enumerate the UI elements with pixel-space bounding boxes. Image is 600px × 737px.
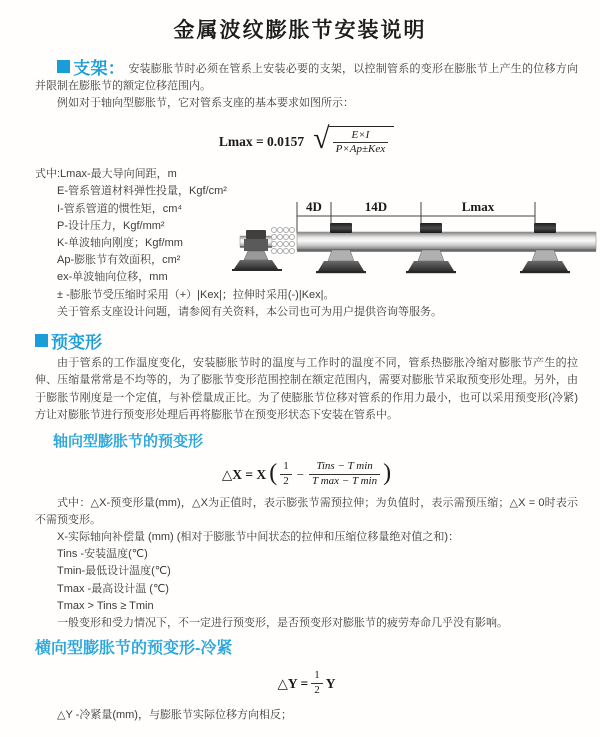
half-denominator: 2 <box>314 684 320 697</box>
dimension-label-lmax: Lmax <box>461 199 495 215</box>
axial-formula <box>35 460 578 489</box>
half-numerator: 1 <box>280 460 292 475</box>
minus-sign: − <box>296 466 305 482</box>
lmax-formula-denominator: P×Ap±Kex <box>335 143 386 156</box>
sqrt-radicand <box>329 126 395 158</box>
temp-line: Tmax -最高设计温 (℃) <box>57 582 169 595</box>
lateral-subheading: 横向型膨胀节的预变形-冷紧 <box>35 640 233 658</box>
half-fraction <box>311 669 323 698</box>
definition-line: K-单波轴向刚度；Kgf/mm <box>57 236 183 249</box>
definition-line: P-设计压力，Kgf/mm² <box>57 219 165 232</box>
axial-subheading: 轴向型膨胀节的预变形 <box>53 432 204 450</box>
axial-note: 一般变形和受力情况下，不一定进行预变形，是否预变形对膨胀节的疲劳寿命几乎没有影响。 <box>57 617 508 630</box>
support-note: 关于管系支座设计问题，请参阅有关资料，本公司也可为用户提供咨询等服务。 <box>57 305 442 318</box>
lmax-formula-numerator: E×I <box>333 129 389 144</box>
lateral-formula-rhs: Y <box>325 676 336 692</box>
predeform-body: 由于管系的工作温度变化，安装膨胀节时的温度与工作时的温度不同，管系热膨胀冷缩对膨胀节产生的拉伸、压缩量常常是不均等的，为了膨胀节变形范围控制在额定范围内，需要对膨胀节采取预变形处理。另外，由于膨胀节刚度是一个定值，与补偿量成正比。为了使膨胀节位移对管系的作用力最小，也可以采用预变形(冷紧)方让对膨胀节进行预变形处理后再将膨胀节在预变形状态下安装在管系中。 <box>35 357 578 421</box>
support-example-text: 例如对于轴向型膨胀节，它对管系支座的基本要求如图所示： <box>57 97 354 110</box>
section-bullet-icon <box>57 60 70 73</box>
predeform-section-heading <box>35 334 578 352</box>
lmax-formula-lhs: Lmax = 0.0157 <box>218 133 305 149</box>
sqrt-symbol: √ <box>313 122 330 156</box>
lateral-formula-lhs: △Y = <box>277 676 309 692</box>
half-fraction <box>280 460 292 489</box>
document-content <box>0 60 600 724</box>
temp-line: Tmax > Tins ≥ Tmin <box>57 599 154 612</box>
section-bullet-icon <box>35 334 48 347</box>
pipe-support-diagram <box>232 196 600 291</box>
lmax-formula <box>35 122 578 158</box>
bellows-section <box>272 228 295 254</box>
axial-explain: 式中：△X-预变形量(mm)，△X为正值时，表示膨张节需预拉伸；为负值时，表示需预压缩；△X = 0时表示不需预变形。 <box>35 496 578 526</box>
definition-line: 式中:Lmax-最大导向间距，m <box>35 168 177 181</box>
lateral-note: △Y -冷紧量(mm)，与膨胀节实际位移方向相反； <box>57 708 292 721</box>
temp-line: Tins -安装温度(℃) <box>57 548 148 561</box>
temp-denominator: T max − T min <box>312 474 378 487</box>
definition-line: I-管系管道的惯性矩，cm⁴ <box>57 202 183 215</box>
half-denominator: 2 <box>283 474 289 487</box>
definition-line: Ap-膨胀节有效面积，cm² <box>57 254 181 267</box>
definitions-and-diagram <box>35 166 578 304</box>
axial-formula-lhs: △X = X <box>221 466 267 482</box>
definition-line: ex-单波轴向位移，mm <box>57 271 168 284</box>
page-title: 金属波纹膨胀节安装说明 <box>173 19 427 42</box>
close-paren: ) <box>383 460 392 487</box>
predeform-heading-text: 预变形 <box>51 332 102 352</box>
lateral-formula <box>35 669 578 698</box>
axial-x-definition: X-实际轴向补偿量 (mm) (相对于膨胀节中间状态的拉伸和压缩位移量绝对值之和)： <box>57 531 460 544</box>
lmax-fraction <box>333 129 389 158</box>
temp-numerator: Tins − T min <box>309 460 380 475</box>
definition-line: ± -膨胀节受压缩时采用（+）|Kex|；拉伸时采用(-)|Kex|。 <box>57 288 335 301</box>
main-pipe <box>297 232 596 252</box>
support-intro-text: 安装膨胀节时必须在管系上安装必要的支架，以控制管系的变形在膨胀节上产生的位移方向并限制在膨胀节的额定位移范围内。 <box>35 63 579 93</box>
dimension-label-4d: 4D <box>306 199 322 215</box>
open-paren: ( <box>269 460 278 487</box>
definition-line: E-管系管道材料弹性投量，Kgf/cm² <box>57 185 227 198</box>
dimension-label-14d: 14D <box>364 199 388 215</box>
support-intro-paragraph <box>35 60 578 95</box>
half-numerator: 1 <box>311 669 323 684</box>
support-section-heading: 支架： <box>73 59 125 78</box>
temp-line: Tmin-最低设计温度(℃) <box>57 565 171 578</box>
temperature-fraction <box>309 460 380 489</box>
